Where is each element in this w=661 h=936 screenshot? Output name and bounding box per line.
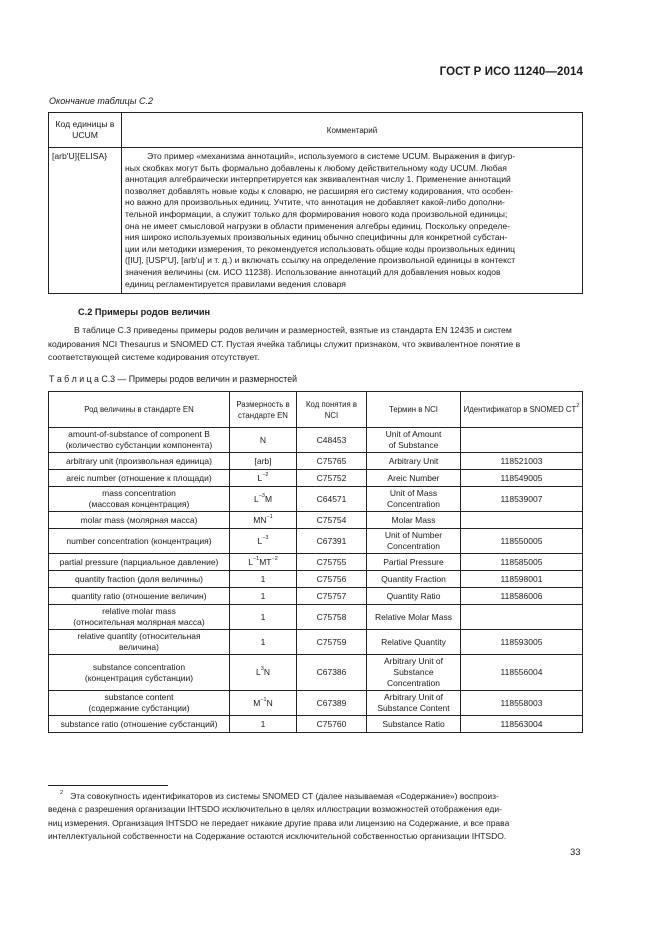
nci-term-cell-line: Arbitrary Unit of	[383, 692, 444, 702]
header-snomed	[461, 392, 583, 428]
comment-line: значения величины (см. ИСО 11238). Использование аннотаций для добавления новых кодов	[125, 266, 501, 277]
nci-term-cell	[367, 529, 461, 554]
dimension-base: 1	[260, 718, 266, 729]
dimension-cell	[230, 716, 297, 733]
kind-cell-line: arbitrary unit (произвольная единица)	[66, 455, 212, 466]
table-row	[49, 487, 583, 512]
table-c3-body	[49, 428, 583, 733]
kind-cell-line: substance content	[104, 692, 174, 702]
dimension-base: 1	[260, 573, 266, 584]
table-row	[49, 716, 583, 733]
comment-line: ([IU], [USP'U], [arb'u] и т. д.) и включать ссылку на определение произвольной единицы в контекст	[125, 255, 516, 266]
snomed-id-cell: 118585005	[461, 554, 583, 571]
dimension-cell	[230, 487, 297, 512]
dimension-cell	[230, 605, 297, 630]
dimension-exponent: −3	[258, 492, 265, 499]
kind-cell-line: substance concentration	[92, 661, 186, 672]
nci-term-cell-line: Concentration	[387, 499, 440, 509]
dimension-base: L	[248, 556, 253, 567]
kind-cell	[49, 691, 230, 716]
dimension-tail-exponent: −2	[271, 555, 278, 562]
footnote-line: ниц измерения. Организация IHTSDO не передает никакие другие права или лицензию на Содержание, и все права	[48, 817, 510, 828]
nci-term-cell-line: Relative Molar Mass	[375, 611, 452, 622]
dimension-base: N	[259, 434, 267, 445]
nci-term-cell	[367, 453, 461, 470]
nci-term-cell	[367, 512, 461, 529]
kind-cell-line: relative molar mass	[102, 606, 176, 616]
nci-term-cell-line: Areic Number	[387, 472, 440, 483]
dimension-exponent: −2	[262, 471, 269, 478]
header-ucum-code: Код единицы в UCUM	[49, 113, 122, 148]
nci-code-cell: C75759	[297, 630, 367, 655]
kind-cell	[49, 605, 230, 630]
footnote-line: ведена с разрешения организации IHTSDO исключительно в целях иллюстрации возможностей отображения еди-	[48, 804, 502, 815]
nci-code-cell: C75765	[297, 453, 367, 470]
dimension-tail: N	[266, 697, 273, 708]
nci-term-cell-line: Concentration	[387, 678, 440, 688]
kind-cell-line: mass concentration	[102, 488, 176, 498]
footnote-divider	[48, 785, 168, 786]
nci-term-cell-line: Relative Quantity	[381, 636, 446, 647]
dimension-base: 1	[260, 611, 266, 622]
nci-term-cell-line: Arbitrary Unit	[388, 455, 439, 466]
table-row	[49, 691, 583, 716]
table-row	[49, 470, 583, 487]
kind-cell-line: substance ratio (отношение субстанций)	[60, 718, 218, 729]
nci-code-cell: C75760	[297, 716, 367, 733]
dimension-cell	[230, 470, 297, 487]
comment-line: ных скобках могут быть формально добавлены к любому действительному коду UCUM. Любая	[125, 162, 507, 173]
kind-cell	[49, 487, 230, 512]
paragraph-line: соответствующей системе кодирования отсутствует.	[48, 352, 260, 362]
footnote-marker: 2	[60, 790, 64, 796]
nci-code-cell: C75757	[297, 588, 367, 605]
snomed-id-cell: 118598001	[461, 571, 583, 588]
dimension-base: [arb]	[254, 455, 272, 466]
nci-term-cell	[367, 571, 461, 588]
table-row	[49, 148, 583, 294]
nci-term-cell	[367, 470, 461, 487]
table-row	[49, 605, 583, 630]
kind-cell-line: quantity fraction (доля величины)	[74, 573, 203, 584]
dimension-cell	[230, 655, 297, 691]
table-row	[49, 554, 583, 571]
nci-term-cell-line: Quantity Ratio	[386, 590, 441, 601]
kind-cell	[49, 716, 230, 733]
table-c3	[48, 391, 583, 733]
header-kind: Род величины в стандарте EN	[49, 392, 230, 428]
kind-cell	[49, 554, 230, 571]
kind-cell-line: amount-of-substance of component B	[68, 429, 210, 439]
nci-term-cell	[367, 630, 461, 655]
kind-cell-line: relative quantity (относительная	[77, 631, 201, 641]
comment-line: ния широко используемых произвольных единиц обычно специфичны для конкретной субстан-	[125, 232, 508, 243]
table-c3-caption: Т а б л и ц а С.3 — Примеры родов величин и размерностей	[49, 374, 298, 384]
kind-cell-line: areic number (отношение к площади)	[66, 472, 212, 483]
nci-term-cell-line: Unit of Amount	[385, 429, 442, 439]
nci-term-cell-line: Substance Ratio	[382, 718, 445, 729]
comment-line: аннотация алгебраически интерпретируется как эквивалентная числу 1. Применение аннотаций	[125, 174, 511, 185]
kind-cell	[49, 453, 230, 470]
table-row	[49, 571, 583, 588]
header-dimension: Размерность в стандарте EN	[230, 392, 297, 428]
dimension-base: 1	[260, 590, 266, 601]
nci-term-cell-line: Concentration	[387, 541, 440, 551]
snomed-id-cell: 118556004	[461, 655, 583, 691]
table-continuation-caption: Окончание таблицы С.2	[49, 96, 153, 106]
dimension-tail: M	[264, 493, 273, 504]
kind-cell-line: (количество субстанции компонента)	[65, 440, 213, 450]
snomed-id-cell: 118558003	[461, 691, 583, 716]
nci-code-cell: C75756	[297, 571, 367, 588]
table-row	[49, 512, 583, 529]
nci-term-cell-line: Substance	[393, 667, 434, 677]
dimension-tail: MT	[259, 556, 272, 567]
snomed-id-cell: 118586006	[461, 588, 583, 605]
kind-cell-line: quantity ratio (отношение величин)	[71, 590, 207, 601]
snomed-id-cell: 118549005	[461, 470, 583, 487]
footnote-text: Эта совокупность идентификаторов из системы SNOMED CT (далее называемая «Содержание») воспроиз-	[70, 791, 499, 801]
nci-code-cell: C75755	[297, 554, 367, 571]
nci-term-cell	[367, 428, 461, 453]
nci-term-cell-line: of Substance	[388, 440, 439, 450]
nci-term-cell	[367, 655, 461, 691]
table-header-row	[49, 113, 583, 148]
footnote-line: интеллектуальной собственности на Содержание остаются исключительной собственностью организации IHTSDO.	[48, 830, 507, 841]
nci-code-cell: C67391	[297, 529, 367, 554]
nci-term-cell	[367, 716, 461, 733]
nci-term-cell-line: Unit of Number	[384, 530, 443, 540]
header-snomed-label: Идентификатор в SNOMED CT	[463, 405, 577, 414]
footnote-ref: 2	[576, 403, 580, 409]
ucum-code-cell: [arb'U]{ELISA}	[49, 148, 122, 294]
snomed-id-cell: 118521003	[461, 453, 583, 470]
document-header-title: ГОСТ Р ИСО 11240—2014	[439, 66, 583, 78]
dimension-base: L	[253, 493, 259, 504]
snomed-id-cell: 118563004	[461, 716, 583, 733]
nci-code-cell: C48453	[297, 428, 367, 453]
comment-line: Это пример «механизма аннотаций», используемого в системе UCUM. Выражения в фигур-	[147, 151, 516, 161]
header-comment: Комментарий	[122, 113, 583, 148]
dimension-cell	[230, 588, 297, 605]
nci-code-cell: C75758	[297, 605, 367, 630]
paragraph-line: В таблице С.3 приведены примеры родов величин и размерностей, взятые из стандарта EN 12435 и систем	[74, 325, 512, 335]
dimension-base: 1	[260, 636, 266, 647]
table-c2-end	[48, 112, 583, 294]
dimension-exponent: −1	[260, 696, 267, 703]
table-header-row	[49, 392, 583, 428]
dimension-exponent: −1	[266, 513, 273, 520]
snomed-id-cell	[461, 605, 583, 630]
kind-cell	[49, 470, 230, 487]
nci-code-cell: C75752	[297, 470, 367, 487]
kind-cell	[49, 588, 230, 605]
snomed-id-cell	[461, 428, 583, 453]
dimension-base: MN	[253, 514, 267, 525]
kind-cell-line: number concentration (концентрация)	[66, 535, 212, 546]
table-row	[49, 428, 583, 453]
nci-term-cell	[367, 691, 461, 716]
footnote-line	[48, 790, 583, 803]
nci-term-cell-line: Arbitrary Unit of	[383, 656, 444, 666]
table-row	[49, 453, 583, 470]
nci-term-cell	[367, 554, 461, 571]
dimension-exponent: −3	[262, 534, 269, 541]
nci-term-cell	[367, 487, 461, 512]
kind-cell-line: (содержание субстанции)	[88, 703, 190, 713]
comment-line: но важно для произвольных единиц. Учтите, что аннотация не добавляет какой-либо дополни-	[125, 197, 505, 208]
nci-term-cell-line: Partial Pressure	[383, 556, 444, 567]
header-nci-term: Термин в NCI	[367, 392, 461, 428]
nci-term-cell	[367, 588, 461, 605]
kind-cell	[49, 529, 230, 554]
nci-term-cell-line: Molar Mass	[391, 514, 436, 525]
dimension-cell	[230, 630, 297, 655]
table-row	[49, 588, 583, 605]
dimension-base: L	[257, 535, 263, 546]
snomed-id-cell: 118550005	[461, 529, 583, 554]
kind-cell-line: (концентрация субстанции)	[84, 672, 194, 683]
nci-term-cell-line: Quantity Fraction	[381, 573, 446, 584]
section-paragraph	[48, 324, 583, 365]
comment-line: она не имеет смысловой нагрузки в области применения алгебры единиц. Поскольку определе-	[125, 220, 510, 231]
dimension-cell	[230, 554, 297, 571]
nci-code-cell: C67386	[297, 655, 367, 691]
section-heading: С.2 Примеры родов величин	[78, 307, 211, 317]
kind-cell	[49, 630, 230, 655]
dimension-cell	[230, 691, 297, 716]
nci-term-cell-line: Unit of Mass	[389, 488, 438, 498]
dimension-exponent: −1	[252, 555, 260, 562]
nci-code-cell: C75754	[297, 512, 367, 529]
dimension-cell	[230, 512, 297, 529]
snomed-id-cell: 118593005	[461, 630, 583, 655]
snomed-id-cell	[461, 512, 583, 529]
kind-cell	[49, 655, 230, 691]
comment-cell	[122, 148, 583, 294]
kind-cell-line: molar mass (молярная масса)	[80, 514, 198, 525]
dimension-cell	[230, 529, 297, 554]
dimension-exponent: 3	[260, 666, 264, 672]
comment-line: тельной информации, а служит только для формирования нового кода произвольной единицы;	[125, 208, 508, 219]
snomed-id-cell: 118539007	[461, 487, 583, 512]
paragraph-line: кодирования NCI Thesaurus и SNOMED CT. Пустая ячейка таблицы служит признаком, что эквивалентное понятие в	[48, 338, 521, 349]
dimension-tail: N	[263, 667, 270, 677]
kind-cell	[49, 512, 230, 529]
table-row	[49, 529, 583, 554]
nci-code-cell: C67389	[297, 691, 367, 716]
dimension-base: L	[257, 472, 263, 483]
comment-line: ции или методики измерения, то рекомендуется использовать общие коды произвольных единиц	[125, 243, 516, 254]
table-row	[49, 630, 583, 655]
kind-cell-line: (относительная молярная масса)	[73, 617, 205, 627]
comment-line: единиц регламентируется правилами ведения словаря	[125, 278, 346, 289]
kind-cell	[49, 428, 230, 453]
kind-cell-line: (массовая концентрация)	[88, 499, 190, 509]
footnote	[48, 790, 583, 843]
dimension-cell	[230, 571, 297, 588]
nci-code-cell: C64571	[297, 487, 367, 512]
header-nci-code: Код понятия в NCI	[297, 392, 367, 428]
nci-term-cell	[367, 605, 461, 630]
kind-cell	[49, 571, 230, 588]
kind-cell-line: величина)	[118, 642, 159, 652]
comment-line: позволяет добавлять новые коды к словарю, не расширяя его систему кодирования, что особен-	[125, 185, 514, 196]
nci-term-cell-line: Substance Content	[377, 703, 450, 713]
dimension-cell	[230, 428, 297, 453]
dimension-cell	[230, 453, 297, 470]
table-row	[49, 655, 583, 691]
page-number: 33	[570, 847, 581, 858]
dimension-base: M	[253, 697, 261, 708]
dimension-base: L	[256, 667, 261, 677]
kind-cell-line: partial pressure (парциальное давление)	[59, 556, 219, 567]
